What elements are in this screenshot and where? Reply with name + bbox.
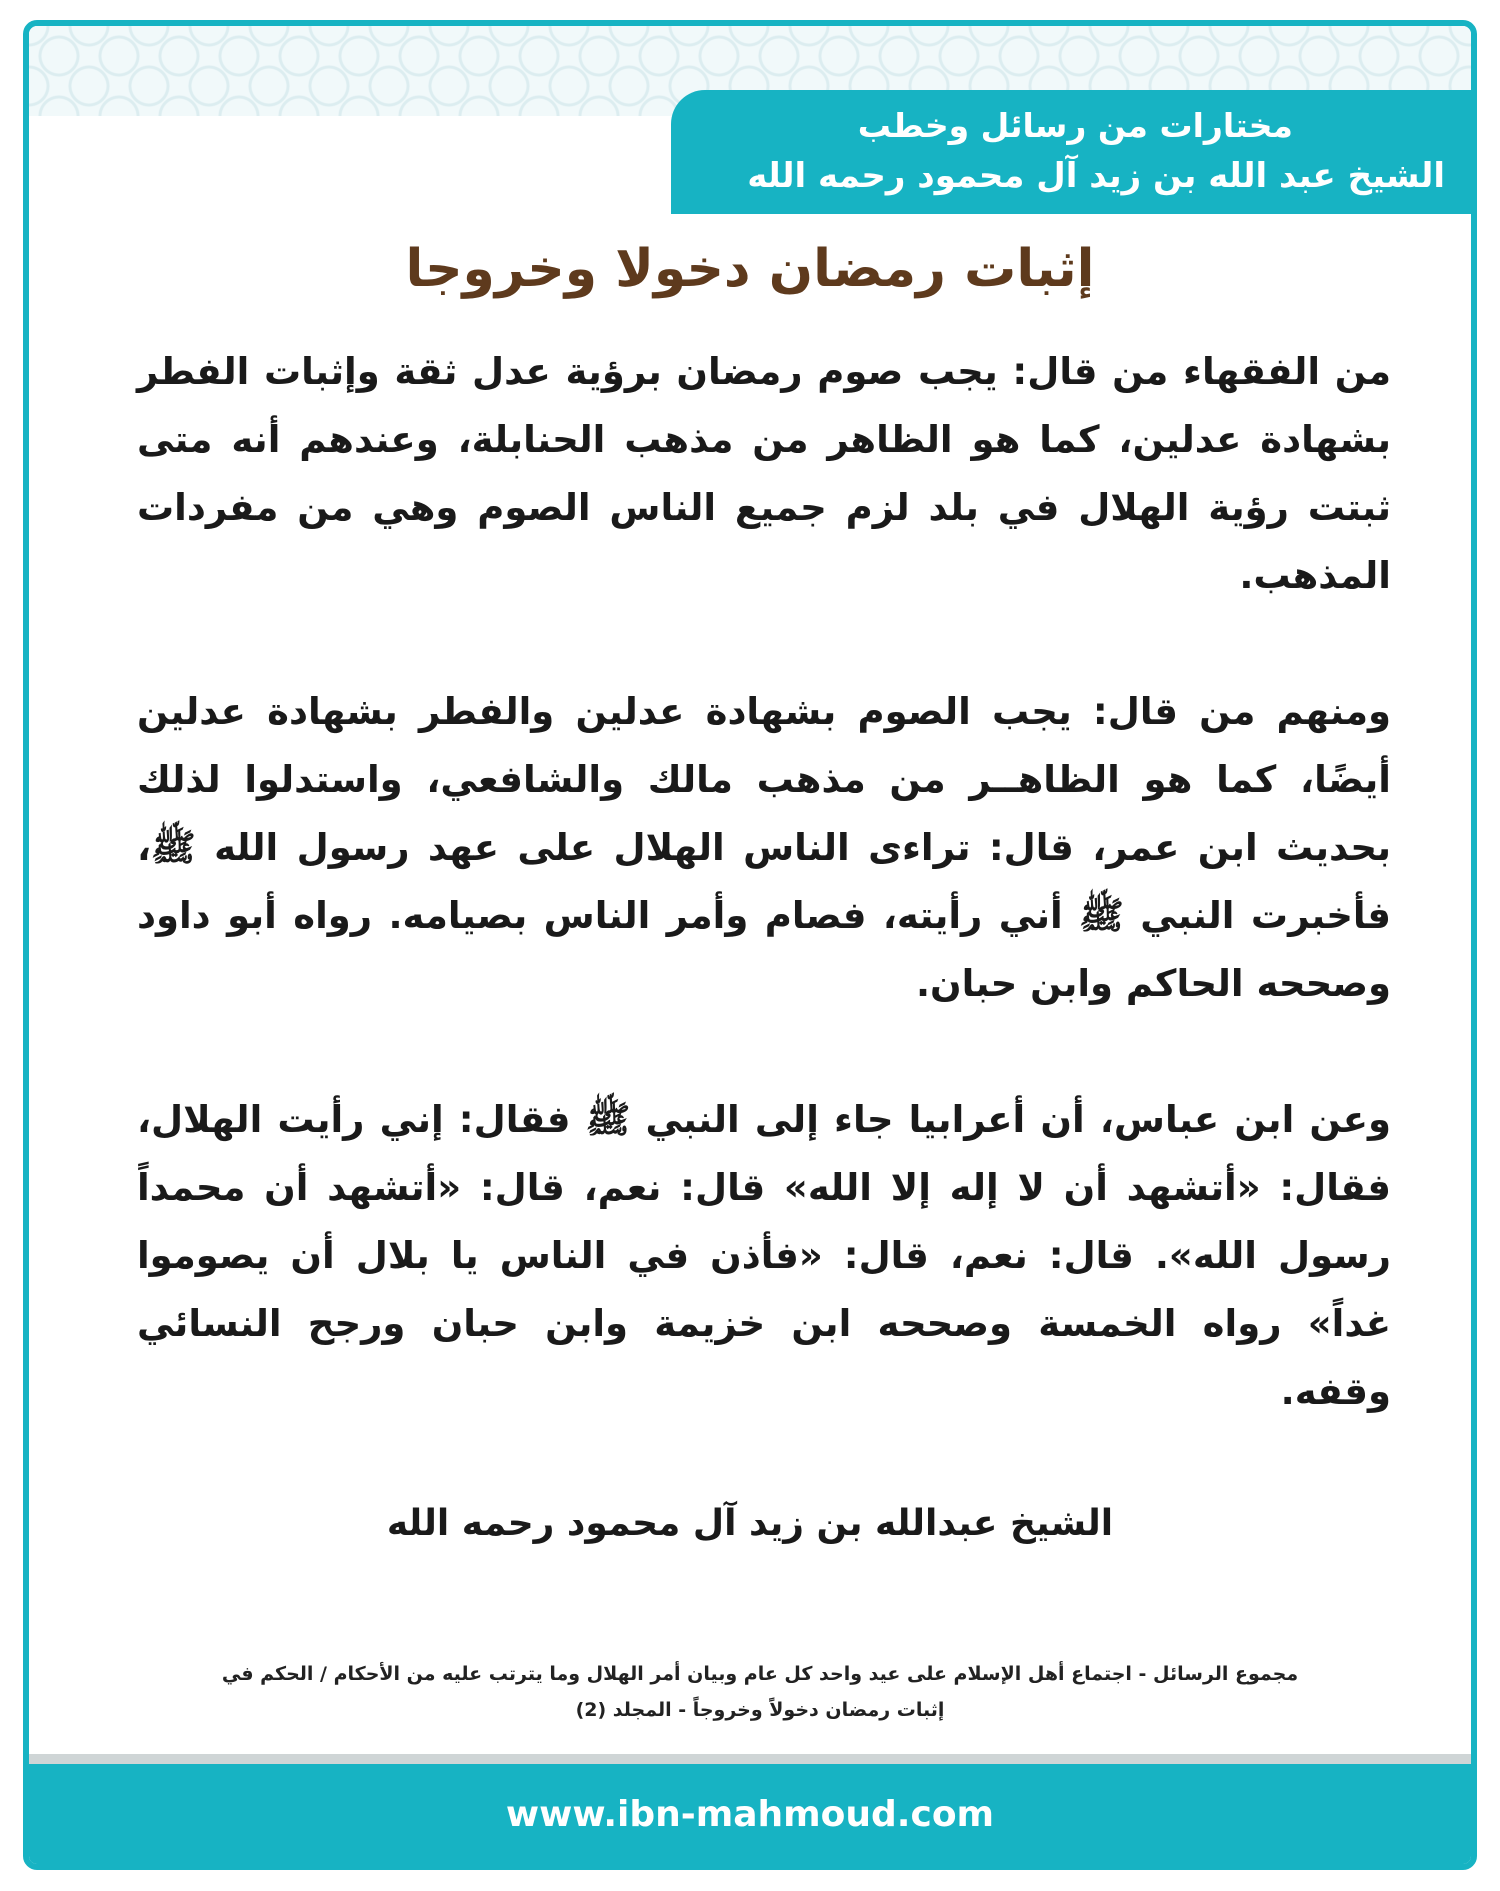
footer-bar — [29, 1764, 1471, 1864]
author-title: الشيخ عبد الله بن زيد آل محمود رحمه الله — [747, 156, 1445, 196]
paragraph-2: ومنهم من قال: يجب الصوم بشهادة عدلين والفطر بشهادة عدلين أيضًا، كما هو الظاهــر من مذهب مالك والشافعي، واستدلوا لذلك بحديث ابن عمر، قال: تراءى الناس الهلال على عهد رسول الله ﷺ، فأخبرت النبي ﷺ أني رأيته، فصام وأمر الناس بصيامه. رواه أبو داود وصححه الحاكم وابن حبان. — [137, 690, 1391, 1005]
article-title: إثبات رمضان دخولا وخروجا — [405, 239, 1095, 299]
source-line-2: إثبات رمضان دخولاً وخروجاً - المجلد (2) — [575, 1699, 945, 1721]
paragraph-1: من الفقهاء من قال: يجب صوم رمضان برؤية عدل ثقة وإثبات الفطر بشهادة عدلين، كما هو الظاهر من مذهب الحنابلة، وعندهم أنه متى ثبتت رؤية الهلال في بلد لزم جميع الناس الصوم وهي من مفردات المذهب. — [137, 350, 1391, 597]
signature: الشيخ عبدالله بن زيد آل محمود رحمه الله — [386, 1503, 1114, 1544]
source-note — [129, 1656, 1391, 1728]
paragraph-3: وعن ابن عباس، أن أعرابيا جاء إلى النبي ﷺ فقال: إني رأيت الهلال، فقال: «أتشهد أن لا إله إلا الله» قال: نعم، قال: «أتشهد أن محمداً رسول الله». قال: نعم، قال: «فأذن في الناس يا بلال أن يصوموا غداً» رواه الخمسة وصححه ابن خزيمة وابن حبان ورجح النسائي وقفه. — [137, 1098, 1391, 1413]
series-title: مختارات من رسائل وخطب — [857, 106, 1293, 145]
page-frame — [23, 20, 1477, 1870]
website-link[interactable]: www.ibn-mahmoud.com — [505, 1793, 995, 1835]
header-banner — [671, 90, 1471, 214]
article-body — [137, 338, 1391, 1494]
source-line-1: مجموع الرسائل - اجتماع أهل الإسلام على عيد واحد كل عام وبيان أمر الهلال وما يترتب عليه من الأحكام / الحكم في — [221, 1663, 1299, 1685]
footer-divider — [29, 1754, 1471, 1764]
